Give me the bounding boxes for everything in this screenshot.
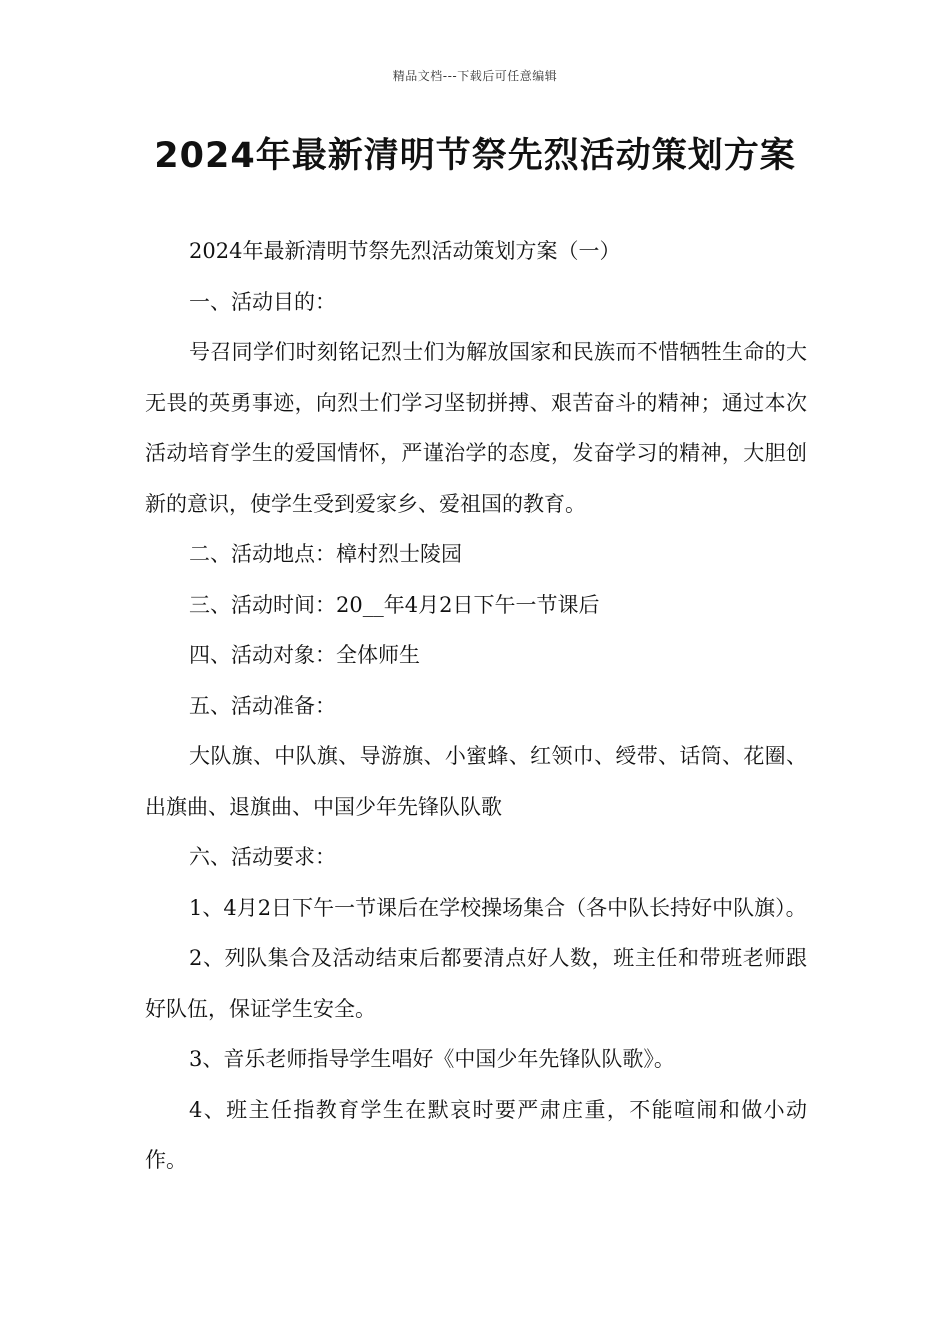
section-heading-purpose: 一、活动目的： [189, 289, 336, 314]
section-time: 三、活动时间：20__年4月2日下午一节课后 [189, 592, 600, 617]
preparation-list-paragraph: 大队旗、中队旗、导游旗、小蜜蜂、红领巾、绶带、话筒、花圈、出旗曲、退旗曲、中国少年先锋队队歌 [145, 744, 807, 819]
document-title: 2024年最新清明节祭先烈活动策划方案 [154, 136, 796, 176]
section-heading-requirements: 六、活动要求： [189, 845, 336, 869]
document-body [145, 226, 807, 1186]
subtitle-paragraph: 2024年最新清明节祭先烈活动策划方案（一） [189, 239, 621, 263]
requirement-item-4: 4、班主任指教育学生在默哀时要严肃庄重，不能喧闹和做小动作。 [145, 1097, 807, 1172]
section-location: 二、活动地点：樟村烈士陵园 [189, 542, 462, 566]
section-heading-preparation: 五、活动准备： [189, 693, 336, 718]
purpose-paragraph: 号召同学们时刻铭记烈士们为解放国家和民族而不惜牺牲生命的大无畏的英勇事迹，向烈士们学习坚韧拼搏、艰苦奋斗的精神；通过本次活动培育学生的爱国情怀，严谨治学的态度，发奋学习的精神，大胆创新的意识，使学生受到爱家乡、爱祖国的教育。 [145, 340, 807, 516]
requirement-item-1: 1、4月2日下午一节课后在学校操场集合（各中队长持好中队旗）。 [189, 895, 807, 920]
requirement-item-2: 2、列队集合及活动结束后都要清点好人数，班主任和带班老师跟好队伍，保证学生安全。 [145, 946, 807, 1021]
section-participants: 四、活动对象：全体师生 [189, 643, 420, 667]
header-note: 精品文档---下载后可任意编辑 [392, 69, 558, 83]
requirement-item-3: 3、音乐老师指导学生唱好《中国少年先锋队队歌》。 [189, 1047, 675, 1071]
